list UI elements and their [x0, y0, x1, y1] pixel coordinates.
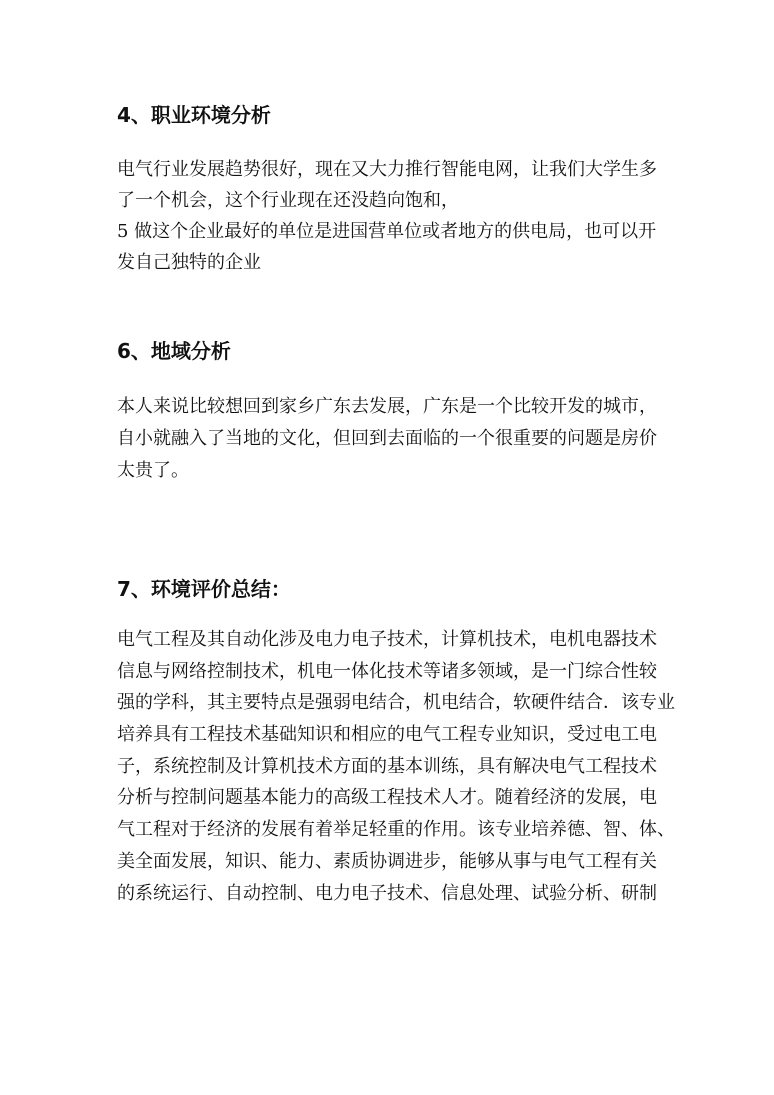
text-line: 培养具有工程技术基础知识和相应的电气工程专业知识，受过电工电	[117, 724, 657, 746]
section-heading-summary: 7、环境评价总结：	[117, 577, 291, 601]
text-line: 自小就融入了当地的文化，但回到去面临的一个很重要的问题是房价	[117, 428, 657, 449]
paragraph-career-environment	[117, 154, 662, 278]
text-line: 本人来说比较想回到家乡广东去发展，广东是一个比较开发的城市，	[117, 396, 657, 417]
text-line: 的系统运行、自动控制、电力电子技术、信息处理、试验分析、研制	[117, 882, 657, 904]
text-line: 太贵了。	[117, 460, 189, 481]
text-line: 5 做这个企业最好的单位是进国营单位或者地方的供电局，也可以开	[117, 221, 657, 242]
text-line: 电气行业发展趋势很好，现在又大力推行智能电网，让我们大学生多	[117, 159, 657, 180]
paragraph-summary	[117, 624, 675, 909]
text-line: 强的学科，其主要特点是强弱电结合，机电结合，软硬件结合．该专业	[117, 692, 675, 714]
section-heading-career-environment: 4、职业环境分析	[117, 103, 271, 127]
text-line: 信息与网络控制技术，机电一体化技术等诸多领域，是一门综合性较	[117, 660, 657, 682]
section-heading-region: 6、地域分析	[117, 339, 231, 363]
text-line: 分析与控制问题基本能力的高级工程技术人才。随着经济的发展，电	[117, 787, 657, 809]
text-line: 电气工程及其自动化涉及电力电子技术，计算机技术，电机电器技术	[117, 629, 657, 650]
text-line: 发自己独特的企业	[117, 252, 261, 273]
paragraph-region	[117, 391, 662, 487]
text-line: 子，系统控制及计算机技术方面的基本训练，具有解决电气工程技术	[117, 755, 657, 777]
text-line: 了一个机会，这个行业现在还没趋向饱和，	[117, 190, 459, 211]
text-line: 美全面发展，知识、能力、素质协调进步，能够从事与电气工程有关	[117, 850, 657, 872]
text-line: 气工程对于经济的发展有着举足轻重的作用。该专业培养德、智、体、	[117, 819, 675, 841]
